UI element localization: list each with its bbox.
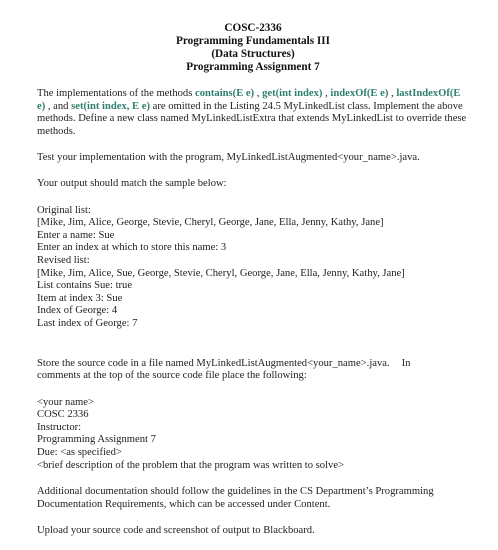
document-header — [37, 22, 469, 74]
sample-output-line: [Mike, Jim, Alice, George, Stevie, Cheryl, George, Jane, Ella, Jenny, Kathy, Jane] — [37, 217, 384, 229]
assignment-document — [37, 22, 469, 538]
sample-output — [37, 205, 469, 331]
upload-instruction: Upload your source code and screenshot of output to Blackboard. — [37, 525, 315, 537]
comment-line: <brief description of the problem that the program was written to solve> — [37, 459, 345, 471]
method-indexof: indexOf(E e) — [330, 88, 389, 99]
comment-line: Instructor: — [37, 421, 82, 433]
intro-paragraph: The implementations of the methods contains(E e) , get(int index) , indexOf(E e) , lastIndexOf(E e) , and set(int index, E e) are omitted in the Listing 24.5 MyLinkedList class. Implement the above methods. Define a new class named MyLinkedListExtra that extends MyLinkedList to override these methods. — [37, 88, 467, 137]
documentation-paragraph: Additional documentation should follow the guidelines in the CS Department’s Programming Documentation Requirements, which can be accessed under Content. — [37, 486, 434, 510]
sample-output-line: Item at index 3: Sue — [37, 292, 123, 304]
sample-output-line: Revised list: — [37, 254, 90, 266]
course-name: Programming Fundamentals III — [176, 35, 330, 47]
method-get: get(int index) — [262, 88, 323, 99]
sample-output-line: Index of George: 4 — [37, 305, 118, 317]
comment-block — [37, 397, 469, 473]
method-lastindexof: lastIndexOf(E e) — [37, 88, 461, 112]
method-contains: contains(E e) — [195, 88, 255, 99]
method-set: set(int index, E e) — [71, 100, 150, 112]
comment-line: <your name> — [37, 396, 94, 408]
sample-output-line: List contains Sue: true — [37, 280, 133, 292]
sample-output-line: Enter a name: Sue — [37, 229, 115, 241]
sample-output-line: [Mike, Jim, Alice, Sue, George, Stevie, Cheryl, George, Jane, Ella, Jenny, Kathy, Jane] — [37, 267, 405, 279]
sample-output-line: Original list: — [37, 204, 91, 216]
test-instruction: Test your implementation with the program, MyLinkedListAugmented<your_name>.java. — [37, 152, 420, 164]
comment-line: COSC 2336 — [37, 409, 89, 421]
course-code: COSC-2336 — [224, 22, 282, 34]
assignment-title: Programming Assignment 7 — [186, 61, 320, 73]
comment-line: Programming Assignment 7 — [37, 434, 156, 446]
course-subtitle: (Data Structures) — [211, 48, 295, 60]
sample-output-line: Last index of George: 7 — [37, 317, 138, 329]
output-instruction: Your output should match the sample below: — [37, 177, 227, 189]
store-instruction: Store the source code in a file named MyLinkedListAugmented<your_name>.java. In comments at the top of the source code file place the following: — [37, 357, 411, 382]
comment-line: Due: <as specified> — [37, 447, 122, 459]
sample-output-line: Enter an index at which to store this name: 3 — [37, 242, 227, 254]
